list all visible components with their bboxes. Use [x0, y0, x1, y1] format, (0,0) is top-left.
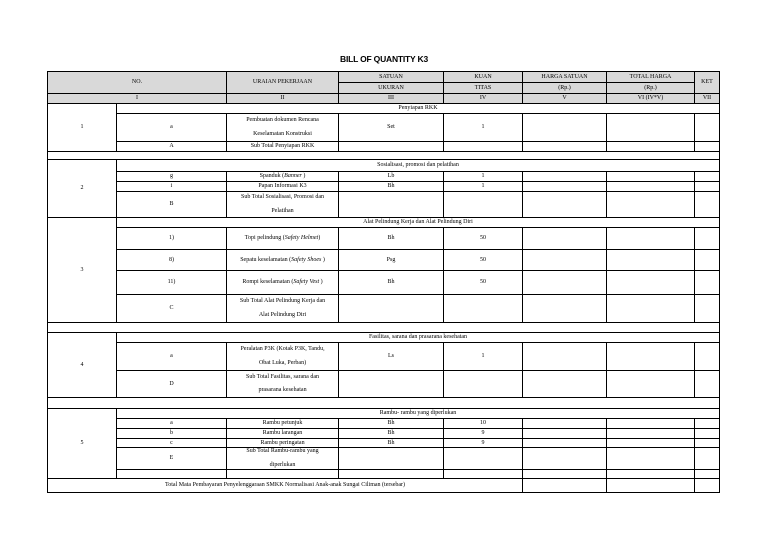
table-row	[48, 429, 720, 439]
col-number-ii: II	[227, 94, 339, 104]
subtotal-row	[48, 295, 720, 323]
subtotal-label: Sub Total Fasilitas, sarana dan prasarana kesehatan	[227, 371, 339, 398]
grand-total-label: Total Mata Pembayaran Penyelenggaraan SMKK Normalisasi Anak-anak Sungai Ciliman (tersebar)	[48, 479, 523, 493]
item-quantity: 1	[444, 343, 523, 371]
item-unit: Psg	[339, 250, 444, 271]
spacer-row	[48, 398, 720, 409]
item-unit: Bh	[339, 429, 444, 439]
table-row	[48, 343, 720, 371]
table-row	[48, 470, 720, 479]
header-rp-1: (Rp.)	[523, 83, 607, 94]
table-row	[48, 172, 720, 182]
item-description: Sepatu keselamatan (Safety Shoes )	[227, 250, 339, 271]
item-unit: Bh	[339, 439, 444, 448]
header-ket: KET	[695, 72, 720, 94]
item-description: Pembuatan dokumen Rencana Keselamatan Konstruksi	[227, 114, 339, 142]
subtotal-code: B	[117, 192, 227, 218]
col-number-iv: IV	[444, 94, 523, 104]
header-harga-satuan: HARGA SATUAN	[523, 72, 607, 83]
section-2-number: 2	[48, 160, 117, 218]
section-4-heading: Fasilitas, sarana dan prasarana kesehatan	[117, 333, 720, 343]
item-unit: Lb	[339, 172, 444, 182]
section-3-heading: Alat Pelindung Kerja dan Alat Pelindung Diri	[117, 218, 720, 228]
table-row	[48, 419, 720, 429]
item-code: c	[117, 439, 227, 448]
item-description: Rambu larangan	[227, 429, 339, 439]
subtotal-code: E	[117, 448, 227, 470]
item-code: a	[117, 343, 227, 371]
item-code: 1)	[117, 228, 227, 250]
section-3-number: 3	[48, 218, 117, 323]
header-total-harga: TOTAL HARGA	[607, 72, 695, 83]
item-unit: Bh	[339, 271, 444, 295]
item-description: Rompi keselamatan (Safety Vest )	[227, 271, 339, 295]
spacer-row	[48, 323, 720, 333]
item-quantity: 9	[444, 439, 523, 448]
item-quantity: 50	[444, 250, 523, 271]
table-row	[48, 114, 720, 142]
item-description: Spanduk (Banner )	[227, 172, 339, 182]
item-quantity: 50	[444, 228, 523, 250]
col-number-vii: VII	[695, 94, 720, 104]
item-description: Topi pelindung (Safety Helmet)	[227, 228, 339, 250]
section-2-heading: Sosialisasi, promosi dan pelatihan	[117, 160, 720, 172]
subtotal-row	[48, 142, 720, 152]
item-description: Rambu petunjuk	[227, 419, 339, 429]
subtotal-label: Sub Total Alat Pelindung Kerja dan Alat Pelindung Diri	[227, 295, 339, 323]
item-description: Peralatan P3K (Kotak P3K, Tandu, Obat Luka, Perban)	[227, 343, 339, 371]
subtotal-row	[48, 371, 720, 398]
item-unit: Bh	[339, 228, 444, 250]
section-5-heading-row	[48, 409, 720, 419]
item-quantity: 10	[444, 419, 523, 429]
item-quantity: 50	[444, 271, 523, 295]
header-ukuran: UKURAN	[339, 83, 444, 94]
section-2-heading-row	[48, 160, 720, 172]
table-row	[48, 439, 720, 448]
header-row-1	[48, 72, 720, 83]
subtotal-row	[48, 448, 720, 470]
table-row	[48, 182, 720, 192]
section-3-heading-row	[48, 218, 720, 228]
section-1-heading-row	[48, 104, 720, 114]
subtotal-row	[48, 192, 720, 218]
item-code: g	[117, 172, 227, 182]
item-code: 8)	[117, 250, 227, 271]
grand-total-row	[48, 479, 720, 493]
item-quantity: 9	[444, 429, 523, 439]
section-5-number: 5	[48, 409, 117, 479]
item-unit: Bh	[339, 182, 444, 192]
item-unit: Ls	[339, 343, 444, 371]
spacer-row	[48, 152, 720, 160]
section-4-heading-row	[48, 333, 720, 343]
subtotal-code: D	[117, 371, 227, 398]
table-row	[48, 250, 720, 271]
header-rp-2: (Rp.)	[607, 83, 695, 94]
item-quantity: 1	[444, 114, 523, 142]
item-code: a	[117, 114, 227, 142]
item-unit: Set	[339, 114, 444, 142]
header-kuan: KUAN	[444, 72, 523, 83]
item-quantity: 1	[444, 172, 523, 182]
col-number-iii: III	[339, 94, 444, 104]
item-quantity: 1	[444, 182, 523, 192]
table-row	[48, 228, 720, 250]
section-1-number: 1	[48, 104, 117, 152]
subtotal-label: Sub Total Penyiapan RKK	[227, 142, 339, 152]
header-uraian: URAIAN PEKERJAAN	[227, 72, 339, 94]
section-5-heading: Rambu- rambu yang diperlukan	[117, 409, 720, 419]
subtotal-code: C	[117, 295, 227, 323]
header-satuan: SATUAN	[339, 72, 444, 83]
section-4-number: 4	[48, 333, 117, 398]
bill-of-quantity-table	[47, 71, 720, 493]
col-number-vi: VI (IV*V)	[607, 94, 695, 104]
item-code: b	[117, 429, 227, 439]
document-title: BILL OF QUANTITY K3	[340, 54, 428, 64]
section-1-heading: Penyiapan RKK	[117, 104, 720, 114]
item-code: i	[117, 182, 227, 192]
item-code: a	[117, 419, 227, 429]
subtotal-label: Sub Total Rambu-rambu yang diperlukan	[227, 448, 339, 470]
table-row	[48, 271, 720, 295]
col-number-v: V	[523, 94, 607, 104]
item-description: Rambu peringatan	[227, 439, 339, 448]
subtotal-label: Sub Total Sosialisasi, Promosi dan Pelatihan	[227, 192, 339, 218]
col-number-i: I	[48, 94, 227, 104]
header-numbering-row	[48, 94, 720, 104]
item-unit: Bh	[339, 419, 444, 429]
item-description: Papan Informasi K3	[227, 182, 339, 192]
subtotal-code: A	[117, 142, 227, 152]
item-code: 11)	[117, 271, 227, 295]
header-titas: TITAS	[444, 83, 523, 94]
header-no: NO.	[48, 72, 227, 94]
